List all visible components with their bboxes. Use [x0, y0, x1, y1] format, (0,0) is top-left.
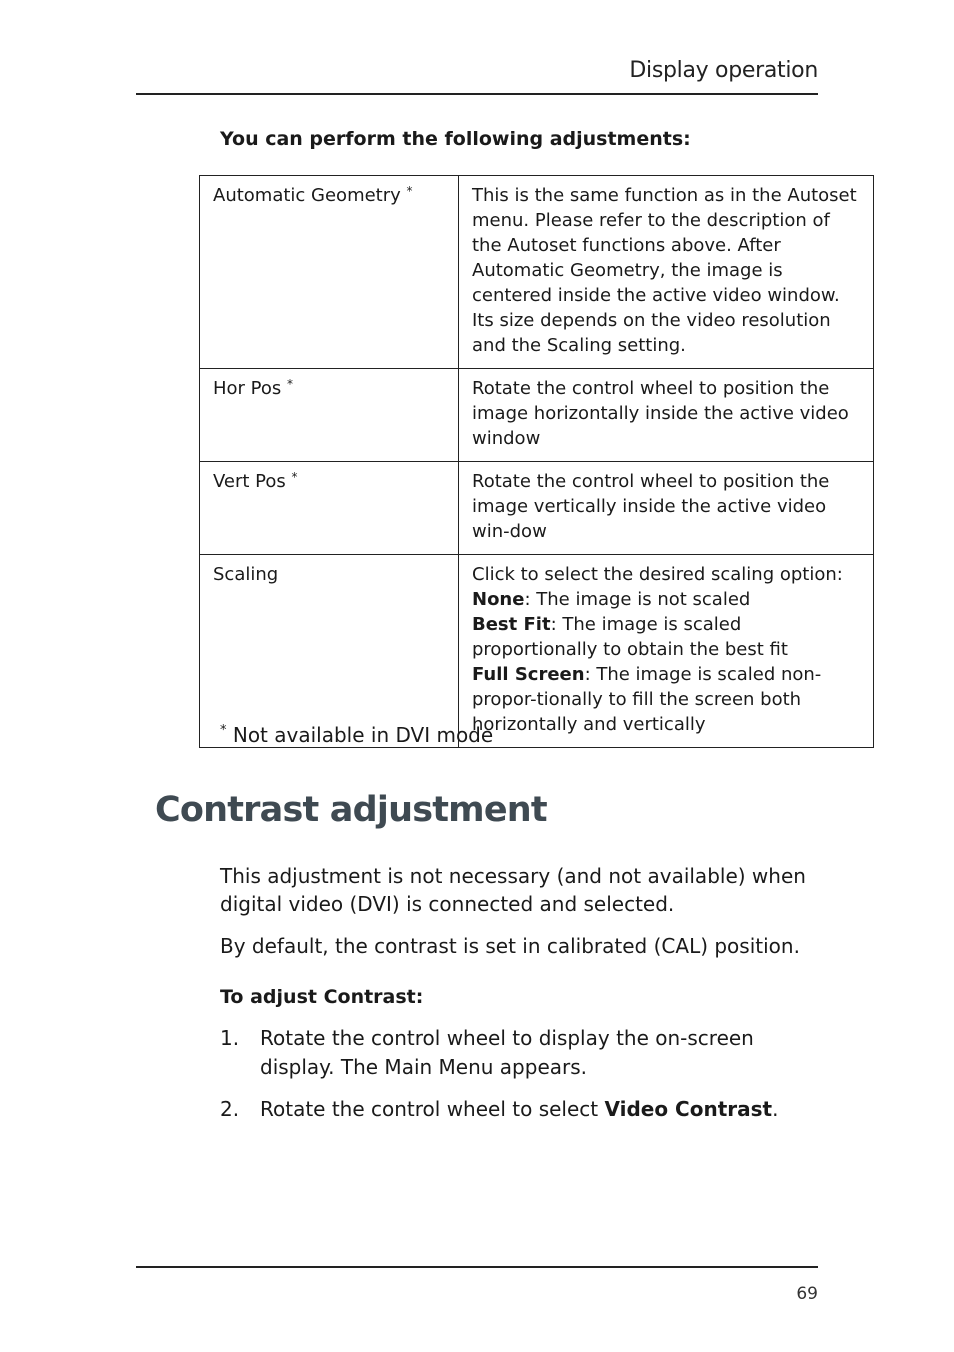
scaling-option-full-screen: [472, 662, 860, 737]
dvi-footnote: [220, 723, 493, 747]
procedure-steps: [220, 1024, 830, 1137]
scaling-option-none: [472, 587, 860, 612]
paragraph: By default, the contrast is set in calibrated (CAL) position.: [220, 934, 800, 958]
dvi-asterisk: *: [406, 184, 413, 198]
row-name-label: Vert Pos: [213, 471, 286, 492]
row-name-label: Automatic Geometry: [213, 185, 401, 206]
option-label: None: [472, 589, 525, 610]
row-name-vert-pos: [200, 462, 459, 555]
footnote-asterisk: *: [220, 723, 227, 738]
option-text: : The image is scaled non-propor-tionally to fill the screen both horizontally and vertically: [472, 664, 822, 735]
intro-heading: You can perform the following adjustments:: [220, 128, 691, 150]
table-row: [200, 369, 874, 462]
scaling-intro: Click to select the desired scaling option:: [472, 564, 843, 585]
option-label: Full Screen: [472, 664, 585, 685]
row-description: [459, 555, 874, 748]
step-number: 2.: [220, 1097, 240, 1121]
scaling-option-best-fit: [472, 612, 860, 662]
step-text: [260, 1095, 778, 1124]
step-text: Rotate the control wheel to display the on-screen display. The Main Menu appears.: [260, 1026, 754, 1079]
step-text-before: Rotate the control wheel to select: [260, 1097, 605, 1121]
footer-rule: [136, 1266, 818, 1268]
row-description: Rotate the control wheel to position the image horizontally inside the active video window: [459, 369, 874, 462]
step-text-after: .: [772, 1097, 779, 1121]
list-item: [220, 1095, 830, 1124]
table-row: [200, 462, 874, 555]
row-name-scaling: [200, 555, 459, 748]
table-row: [200, 176, 874, 369]
dvi-asterisk: *: [287, 377, 294, 391]
option-label: Best Fit: [472, 614, 551, 635]
paragraph: This adjustment is not necessary (and not available) when digital video (DVI) is connected and selected.: [220, 864, 806, 916]
header-rule: [136, 93, 818, 95]
option-text: : The image is not scaled: [524, 589, 751, 610]
procedure-heading: To adjust Contrast:: [220, 986, 424, 1008]
step-number: 1.: [220, 1026, 240, 1050]
step-menu-item: Video Contrast: [604, 1097, 773, 1121]
row-name-automatic-geometry: [200, 176, 459, 369]
row-name-label: Scaling: [213, 564, 279, 585]
list-item: [220, 1024, 830, 1082]
running-header: Display operation: [629, 58, 818, 83]
row-name-hor-pos: [200, 369, 459, 462]
option-text: : The image is scaled proportionally to obtain the best fit: [472, 614, 788, 660]
section-title: Contrast adjustment: [155, 790, 547, 830]
row-name-label: Hor Pos: [213, 378, 282, 399]
row-description: Rotate the control wheel to position the image vertically inside the active video win-dow: [459, 462, 874, 555]
row-description: This is the same function as in the Autoset menu. Please refer to the description of the Autoset functions above. After Automatic Geometry, the image is centered inside the active video window. Its size depends on the video resolution and the Scaling setting.: [459, 176, 874, 369]
table-row: [200, 555, 874, 748]
footnote-text: Not available in DVI mode: [226, 723, 494, 747]
adjustments-table: [199, 175, 874, 748]
dvi-asterisk: *: [291, 470, 298, 484]
page-number: 69: [796, 1284, 818, 1304]
